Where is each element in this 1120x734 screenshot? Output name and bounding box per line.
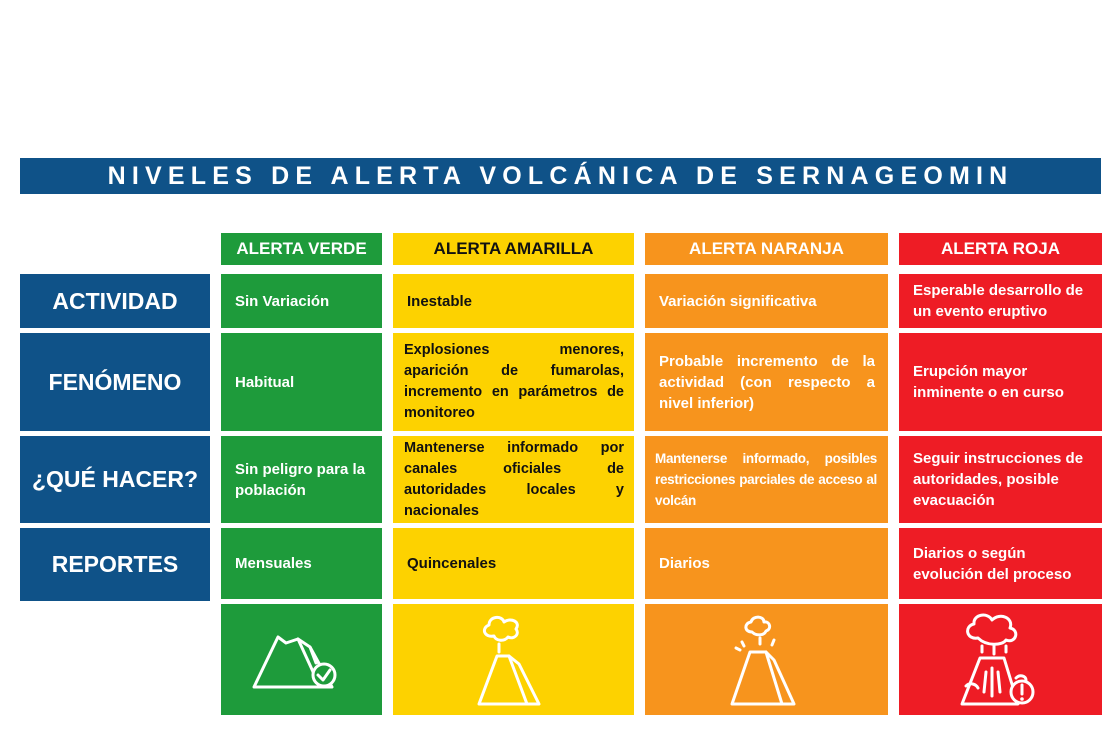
icon-cell-amarilla xyxy=(393,604,634,715)
cell-que-hacer-amarilla: Mantenerse informado por canales oficiales de autoridades locales y nacionales xyxy=(393,436,634,523)
icon-cell-verde xyxy=(221,604,382,715)
page-title: NIVELES DE ALERTA VOLCÁNICA DE SERNAGEOMIN xyxy=(20,158,1101,194)
row-label-actividad: ACTIVIDAD xyxy=(20,274,210,328)
cell-actividad-verde: Sin Variación xyxy=(221,274,382,328)
cell-que-hacer-roja: Seguir instrucciones de autoridades, posible evacuación xyxy=(899,436,1102,523)
cell-fenomeno-verde: Habitual xyxy=(221,333,382,431)
cell-actividad-roja: Esperable desarrollo de un evento eruptivo xyxy=(899,274,1102,328)
volcano-eruption-icon xyxy=(722,612,812,708)
icon-cell-naranja xyxy=(645,604,888,715)
header-alerta-amarilla: ALERTA AMARILLA xyxy=(393,233,634,265)
volcano-smoke-icon xyxy=(469,612,559,708)
volcano-alert-icon xyxy=(956,612,1046,708)
cell-que-hacer-verde: Sin peligro para la población xyxy=(221,436,382,523)
header-alerta-roja: ALERTA ROJA xyxy=(899,233,1102,265)
volcano-check-icon xyxy=(252,625,352,695)
cell-que-hacer-naranja: Mantenerse informado, posibles restricciones parciales de acceso al volcán xyxy=(645,436,888,523)
cell-reportes-amarilla: Quincenales xyxy=(393,528,634,599)
cell-actividad-naranja: Variación significativa xyxy=(645,274,888,328)
row-label-que-hacer: ¿QUÉ HACER? xyxy=(20,436,210,523)
cell-fenomeno-roja: Erupción mayor inminente o en curso xyxy=(899,333,1102,431)
row-label-reportes: REPORTES xyxy=(20,528,210,601)
header-alerta-naranja: ALERTA NARANJA xyxy=(645,233,888,265)
header-alerta-verde: ALERTA VERDE xyxy=(221,233,382,265)
cell-reportes-naranja: Diarios xyxy=(645,528,888,599)
cell-reportes-verde: Mensuales xyxy=(221,528,382,599)
cell-fenomeno-naranja: Probable incremento de la actividad (con respecto a nivel inferior) xyxy=(645,333,888,431)
cell-reportes-roja: Diarios o según evolución del proceso xyxy=(899,528,1102,599)
cell-actividad-amarilla: Inestable xyxy=(393,274,634,328)
row-label-fenomeno: FENÓMENO xyxy=(20,333,210,431)
cell-fenomeno-amarilla: Explosiones menores, aparición de fumarolas, incremento en parámetros de monitoreo xyxy=(393,333,634,431)
icon-cell-roja xyxy=(899,604,1102,715)
